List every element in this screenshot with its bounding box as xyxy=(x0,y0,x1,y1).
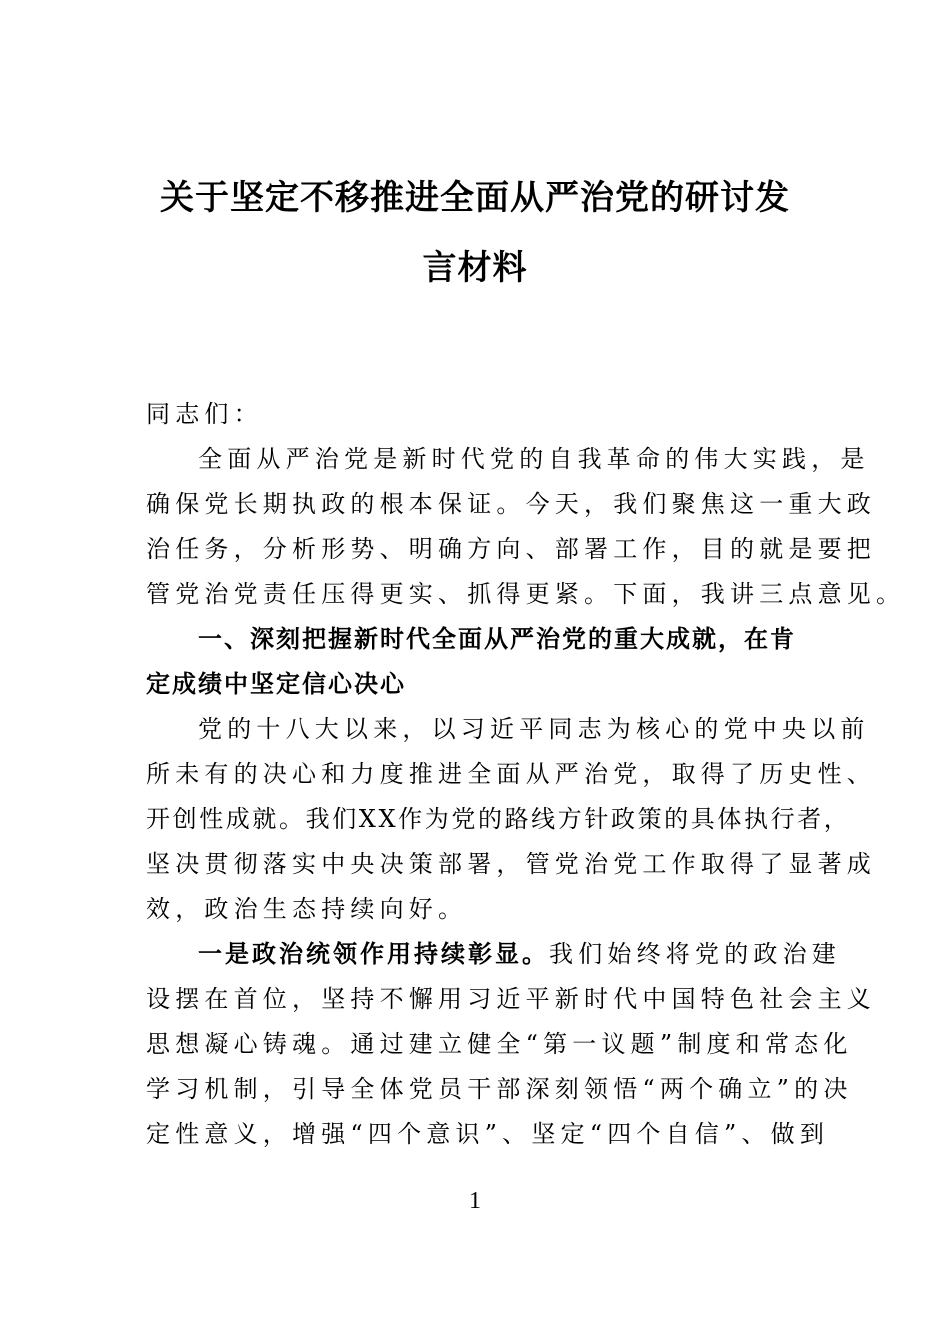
document-title-line-2: 言材料 xyxy=(422,248,528,288)
paragraph-line: 管党治党责任压得更实、抓得更紧。下面，我讲三点意见。 xyxy=(146,580,906,608)
salutation: 同志们： xyxy=(146,400,263,428)
paragraph-line: 效，政治生态持续向好。 xyxy=(146,895,468,923)
section-heading-line: 定成绩中坚定信心决心 xyxy=(146,670,406,698)
bold-lead-text: 一是政治统领作用持续彰显。 xyxy=(198,940,549,968)
section-heading-line: 一、深刻把握新时代全面从严治党的重大成就，在肯 xyxy=(198,625,796,653)
paragraph-line: 开创性成就。我们XX作为党的路线方针政策的具体执行者， xyxy=(146,805,851,833)
paragraph-line: 党的十八大以来，以习近平同志为核心的党中央以前 xyxy=(198,715,870,743)
paragraph-line: 所未有的决心和力度推进全面从严治党，取得了历史性、 xyxy=(146,760,876,788)
document-title-line-1: 关于坚定不移推进全面从严治党的研讨发 xyxy=(160,178,790,218)
paragraph-line: 定性意义，增强“四个意识”、坚定“四个自信”、做到 xyxy=(146,1120,830,1148)
paragraph-line: 全面从严治党是新时代党的自我革命的伟大实践，是 xyxy=(198,445,870,473)
paragraph-text: 我们始终将党的政治建 xyxy=(549,940,841,968)
paragraph-line: 坚决贯彻落实中央决策部署，管党治党工作取得了显著成 xyxy=(146,850,876,878)
paragraph-line: 治任务，分析形势、明确方向、部署工作，目的就是要把 xyxy=(146,535,876,563)
paragraph-line: 学习机制，引导全体党员干部深刻领悟“两个确立”的决 xyxy=(146,1075,853,1103)
page-number: 1 xyxy=(469,1188,481,1214)
paragraph-line: 设摆在首位，坚持不懈用习近平新时代中国特色社会主义 xyxy=(146,985,876,1013)
paragraph-line xyxy=(146,932,841,977)
document-body xyxy=(146,392,906,1157)
paragraph-line: 确保党长期执政的根本保证。今天，我们聚焦这一重大政 xyxy=(146,490,876,518)
paragraph-line: 思想凝心铸魂。通过建立健全“第一议题”制度和常态化 xyxy=(146,1030,853,1058)
